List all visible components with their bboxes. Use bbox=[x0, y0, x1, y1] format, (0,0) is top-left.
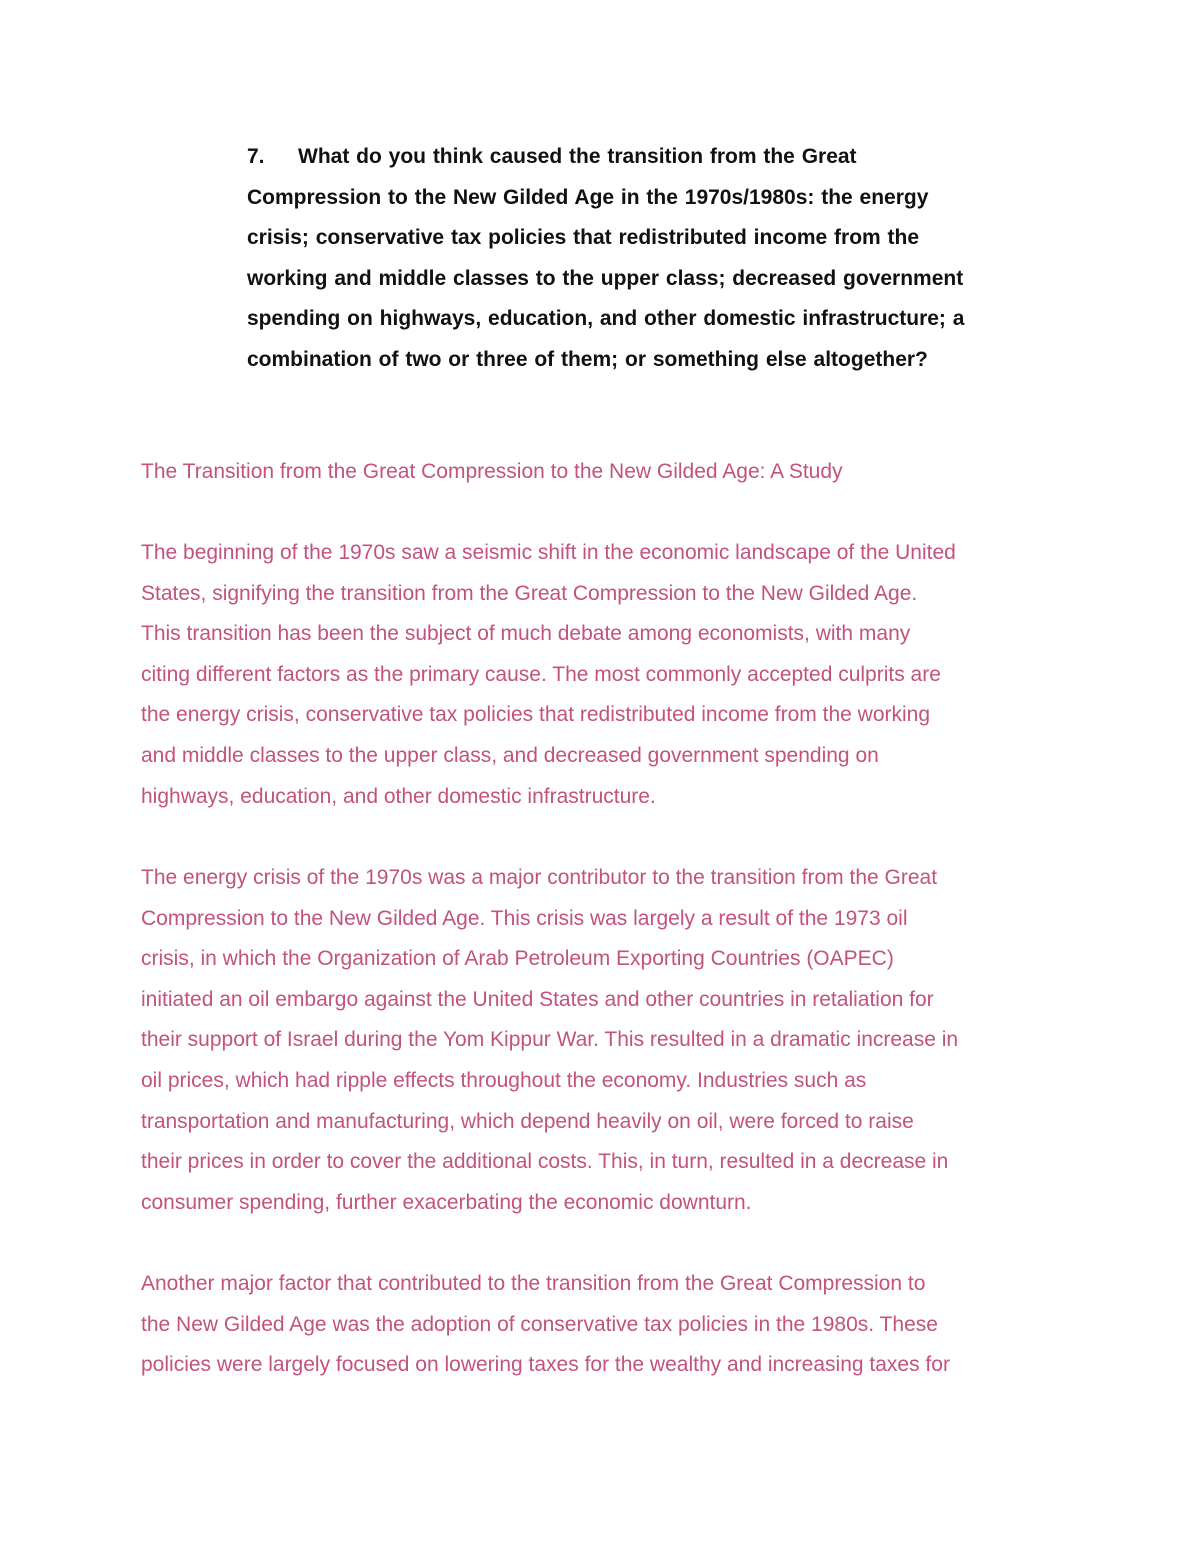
paragraph-line: crisis, in which the Organization of Arab Petroleum Exporting Countries (OAPEC) bbox=[141, 947, 894, 971]
paragraph-line: their support of Israel during the Yom Kippur War. This resulted in a dramatic increase in bbox=[141, 1028, 959, 1052]
paragraph-line: Compression to the New Gilded Age. This crisis was largely a result of the 1973 oil bbox=[141, 906, 908, 930]
document-title-text: The Transition from the Great Compression to the New Gilded Age: A Study bbox=[141, 460, 843, 483]
question-block bbox=[247, 137, 1067, 381]
paragraph-line: This transition has been the subject of much debate among economists, with many bbox=[141, 622, 911, 646]
paragraph-line: the New Gilded Age was the adoption of conservative tax policies in the 1980s. These bbox=[141, 1312, 938, 1336]
paragraph-line: The energy crisis of the 1970s was a major contributor to the transition from the Great bbox=[141, 866, 938, 889]
paragraph-1 bbox=[141, 533, 1081, 817]
question-line-1 bbox=[247, 137, 1067, 178]
paragraph-line: and middle classes to the upper class, and decreased government spending on bbox=[141, 743, 879, 767]
paragraph-line: policies were largely focused on lowering taxes for the wealthy and increasing taxes for bbox=[141, 1353, 950, 1377]
paragraph-2 bbox=[141, 858, 1081, 1223]
paragraph-line: highways, education, and other domestic infrastructure. bbox=[141, 784, 656, 808]
paragraph-line: transportation and manufacturing, which depend heavily on oil, were forced to raise bbox=[141, 1109, 914, 1133]
document-title bbox=[141, 452, 1081, 493]
paragraph-line: The beginning of the 1970s saw a seismic shift in the economic landscape of the United bbox=[141, 541, 956, 564]
paragraph-line: citing different factors as the primary cause. The most commonly accepted culprits are bbox=[141, 662, 941, 686]
paragraph-3 bbox=[141, 1264, 1081, 1386]
paragraph-line: initiated an oil embargo against the United States and other countries in retaliation for bbox=[141, 987, 934, 1011]
paragraph-line: States, signifying the transition from the Great Compression to the New Gilded Age. bbox=[141, 581, 918, 605]
question-text-line: combination of two or three of them; or something else altogether? bbox=[247, 347, 928, 371]
question-text-line: crisis; conservative tax policies that redistributed income from the bbox=[247, 226, 920, 250]
paragraph-line: the energy crisis, conservative tax policies that redistributed income from the working bbox=[141, 703, 931, 727]
paragraph-line: Another major factor that contributed to the transition from the Great Compression to bbox=[141, 1272, 926, 1295]
question-text-line: Compression to the New Gilded Age in the 1970s/1980s: the energy bbox=[247, 185, 929, 209]
paragraph-line: consumer spending, further exacerbating the economic downturn. bbox=[141, 1190, 752, 1214]
question-number: 7. bbox=[247, 145, 265, 168]
question-text-line: spending on highways, education, and other domestic infrastructure; a bbox=[247, 307, 965, 331]
question-text-line: working and middle classes to the upper class; decreased government bbox=[247, 266, 964, 290]
question-text-line: What do you think caused the transition from the Great bbox=[298, 145, 857, 168]
paragraph-line: their prices in order to cover the additional costs. This, in turn, resulted in a decrease in bbox=[141, 1150, 949, 1174]
paragraph-line: oil prices, which had ripple effects throughout the economy. Industries such as bbox=[141, 1068, 867, 1092]
